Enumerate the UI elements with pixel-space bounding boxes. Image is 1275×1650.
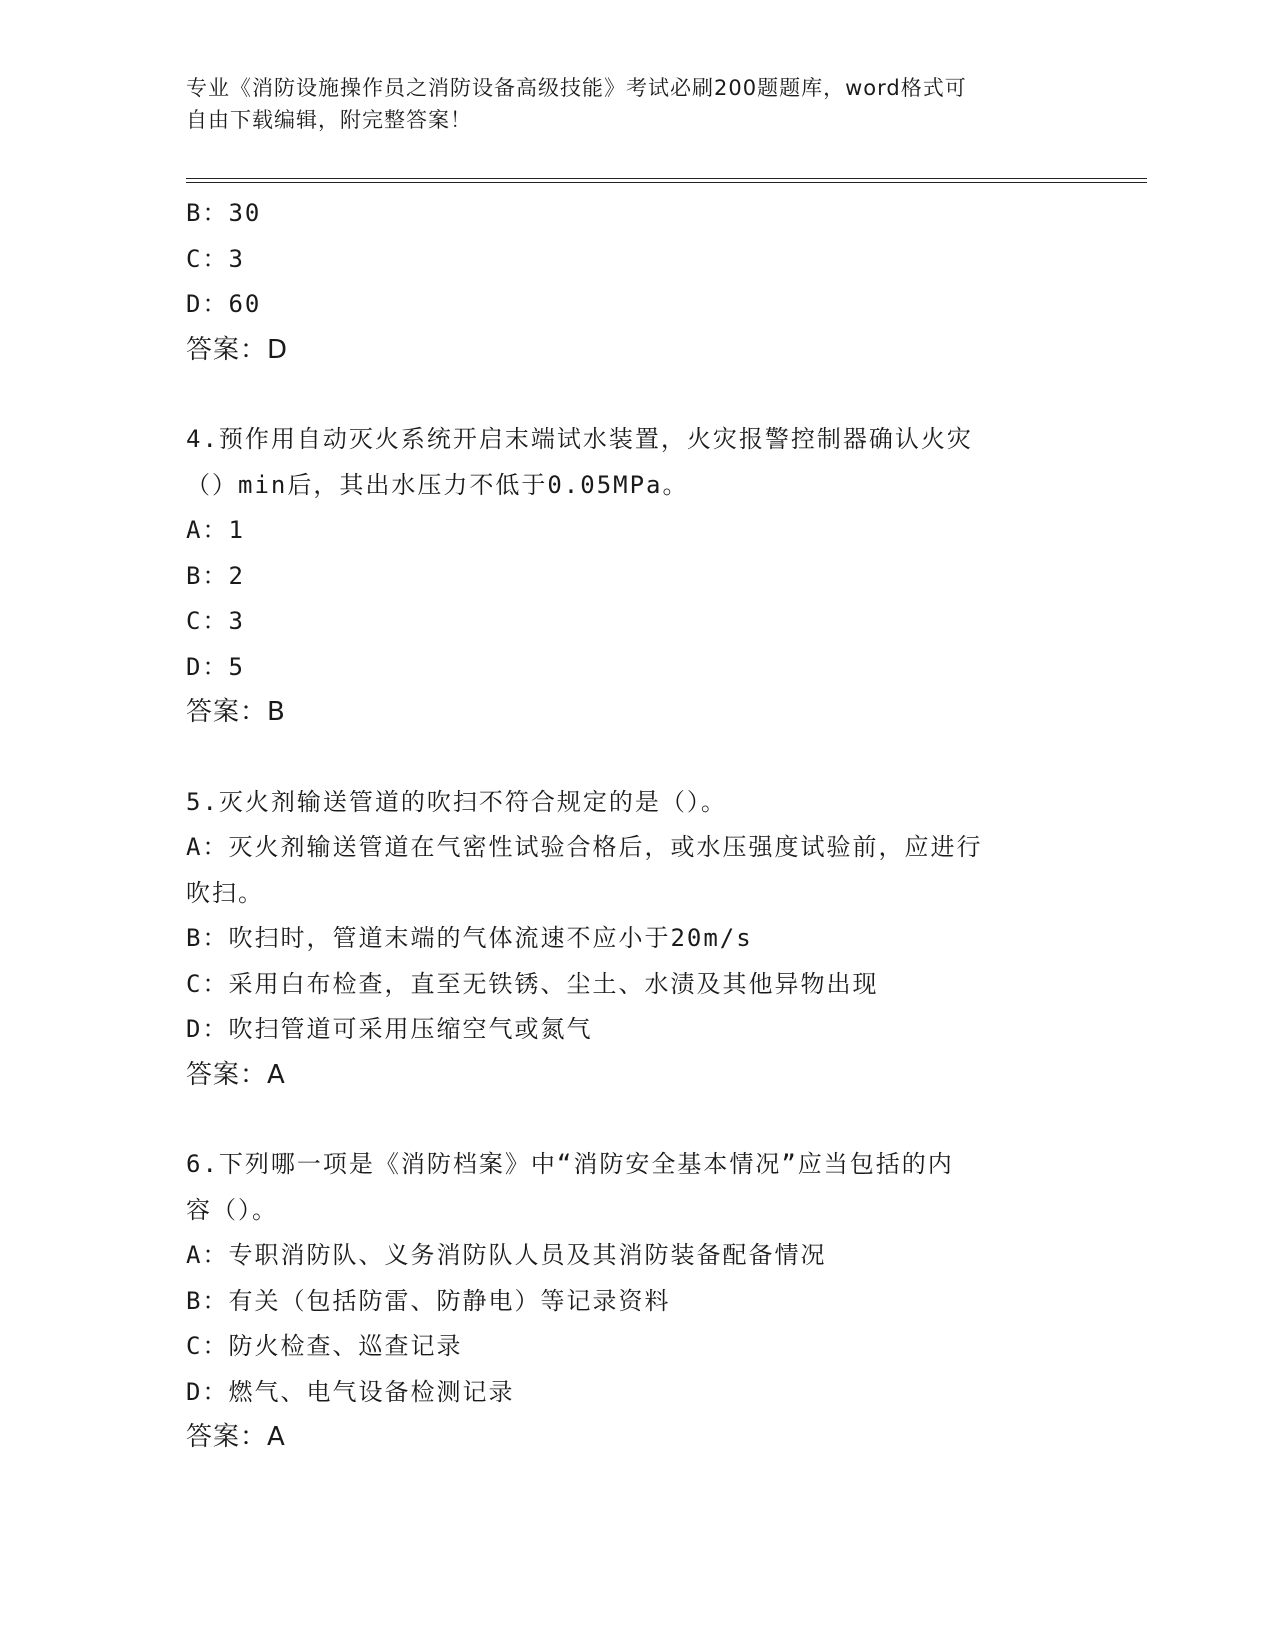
q5-option-a-line-2: 吹扫。 <box>186 878 264 907</box>
question-6 <box>186 1142 1086 1461</box>
header-line-1: 专业《消防设施操作员之消防设备高级技能》考试必刷200题题库，word格式可 <box>186 76 967 100</box>
q4-option-a: A：1 <box>186 516 245 544</box>
q3-option-d: D：60 <box>186 290 262 318</box>
q4-answer: 答案：B <box>186 697 286 727</box>
question-3-tail <box>186 191 1086 373</box>
q4-stem-line-1: 4.预作用自动灭火系统开启末端试水装置，火灾报警控制器确认火灾 <box>186 425 973 453</box>
q3-option-c: C：3 <box>186 244 245 273</box>
q4-option-d: D：5 <box>186 652 245 681</box>
q6-option-b: B：有关（包括防雷、防静电）等记录资料 <box>186 1286 671 1315</box>
q6-answer: 答案：A <box>186 1422 286 1452</box>
question-4 <box>186 417 1086 736</box>
q5-option-c: C：采用白布检查，直至无铁锈、尘土、水渍及其他异物出现 <box>186 969 879 998</box>
spacer <box>186 736 1086 780</box>
q6-stem-line-1: 6.下列哪一项是《消防档案》中“消防安全基本情况”应当包括的内 <box>186 1150 954 1178</box>
q6-option-a: A：专职消防队、义务消防队人员及其消防装备配备情况 <box>186 1241 827 1269</box>
q6-stem-line-2: 容（）。 <box>186 1195 278 1224</box>
q5-option-b: B：吹扫时，管道末端的气体流速不应小于20m/s <box>186 924 753 952</box>
q5-stem-line-1: 5.灭火剂输送管道的吹扫不符合规定的是（）。 <box>186 787 727 816</box>
q4-option-b: B：2 <box>186 561 245 590</box>
q6-option-d: D：燃气、电气设备检测记录 <box>186 1377 515 1406</box>
header-line-2: 自由下载编辑，附完整答案！ <box>186 108 472 132</box>
q3-option-b: B：30 <box>186 199 262 227</box>
q4-option-c: C：3 <box>186 607 245 635</box>
q4-stem-line-2: （）min后，其出水压力不低于0.05MPa。 <box>186 470 689 499</box>
q5-option-d: D：吹扫管道可采用压缩空气或氮气 <box>186 1015 593 1043</box>
page-header <box>186 72 1066 136</box>
q5-answer: 答案：A <box>186 1059 286 1090</box>
q6-option-c: C：防火检查、巡查记录 <box>186 1332 463 1360</box>
q5-option-a-line-1: A：灭火剂输送管道在气密性试验合格后，或水压强度试验前，应进行 <box>186 833 983 861</box>
question-content <box>186 191 1086 1461</box>
question-5 <box>186 780 1086 1099</box>
spacer <box>186 373 1086 417</box>
q3-answer: 答案：D <box>186 334 289 365</box>
spacer <box>186 1098 1086 1142</box>
header-divider <box>186 178 1147 183</box>
